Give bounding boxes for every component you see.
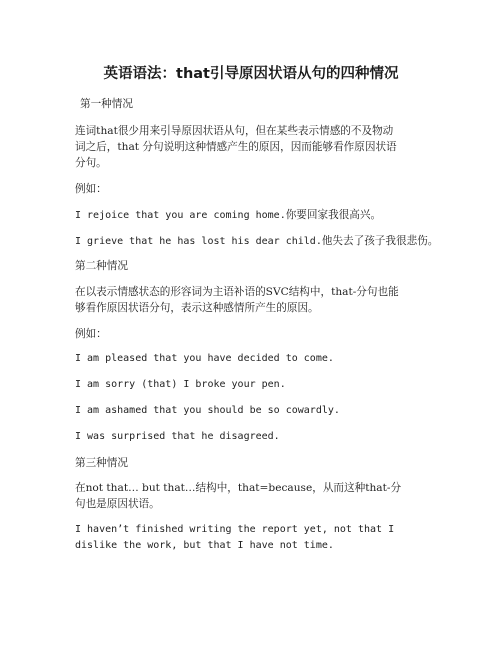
document-title: 英语语法：that引导原因状语从句的四种情况 bbox=[103, 66, 399, 82]
section-1-paragraph-line: 词之后，that 分句说明这种情感产生的原因，因而能够看作原因状语 bbox=[75, 141, 397, 153]
section-3-heading: 第三种情况 bbox=[75, 457, 128, 469]
section-2-paragraph-line: 够看作原因状语分句，表示这种感情所产生的原因。 bbox=[75, 302, 319, 314]
section-2-heading: 第二种情况 bbox=[75, 260, 128, 272]
example-chinese: 你要回家我很高兴。 bbox=[285, 209, 382, 221]
section-1-heading: 第一种情况 bbox=[80, 98, 133, 110]
example-chinese: 他失去了孩子我很悲伤。 bbox=[321, 235, 439, 247]
example-sentence bbox=[75, 208, 381, 223]
example-sentence: I am pleased that you have decided to come. bbox=[75, 353, 334, 364]
section-3-paragraph-line: 在not that… but that…结构中，that=because，从而这种that-分 bbox=[75, 482, 402, 494]
example-sentence: I was surprised that he disagreed. bbox=[75, 431, 280, 442]
section-1-paragraph-line: 分句。 bbox=[75, 157, 107, 169]
section-1-paragraph-line: 连词that很少用来引导原因状语从句，但在某些表示情感的不及物动 bbox=[75, 125, 394, 137]
section-1-example-label: 例如： bbox=[75, 183, 107, 195]
section-2-paragraph-line: 在以表示情感状态的形容词为主语补语的SVC结构中，that-分句也能 bbox=[75, 286, 399, 298]
example-sentence: I am sorry (that) I broke your pen. bbox=[75, 379, 286, 390]
example-sentence: dislike the work, but that I have not time. bbox=[75, 540, 334, 551]
section-3-paragraph-line: 句也是原因状语。 bbox=[75, 498, 160, 510]
example-english: I grieve that he has lost his dear child. bbox=[75, 236, 322, 247]
section-2-example-label: 例如： bbox=[75, 328, 107, 340]
example-sentence bbox=[75, 234, 438, 249]
example-sentence: I haven’t finished writing the report yet, not that I bbox=[75, 524, 395, 535]
example-english: I rejoice that you are coming home. bbox=[75, 210, 286, 221]
example-sentence: I am ashamed that you should be so cowardly. bbox=[75, 405, 340, 416]
